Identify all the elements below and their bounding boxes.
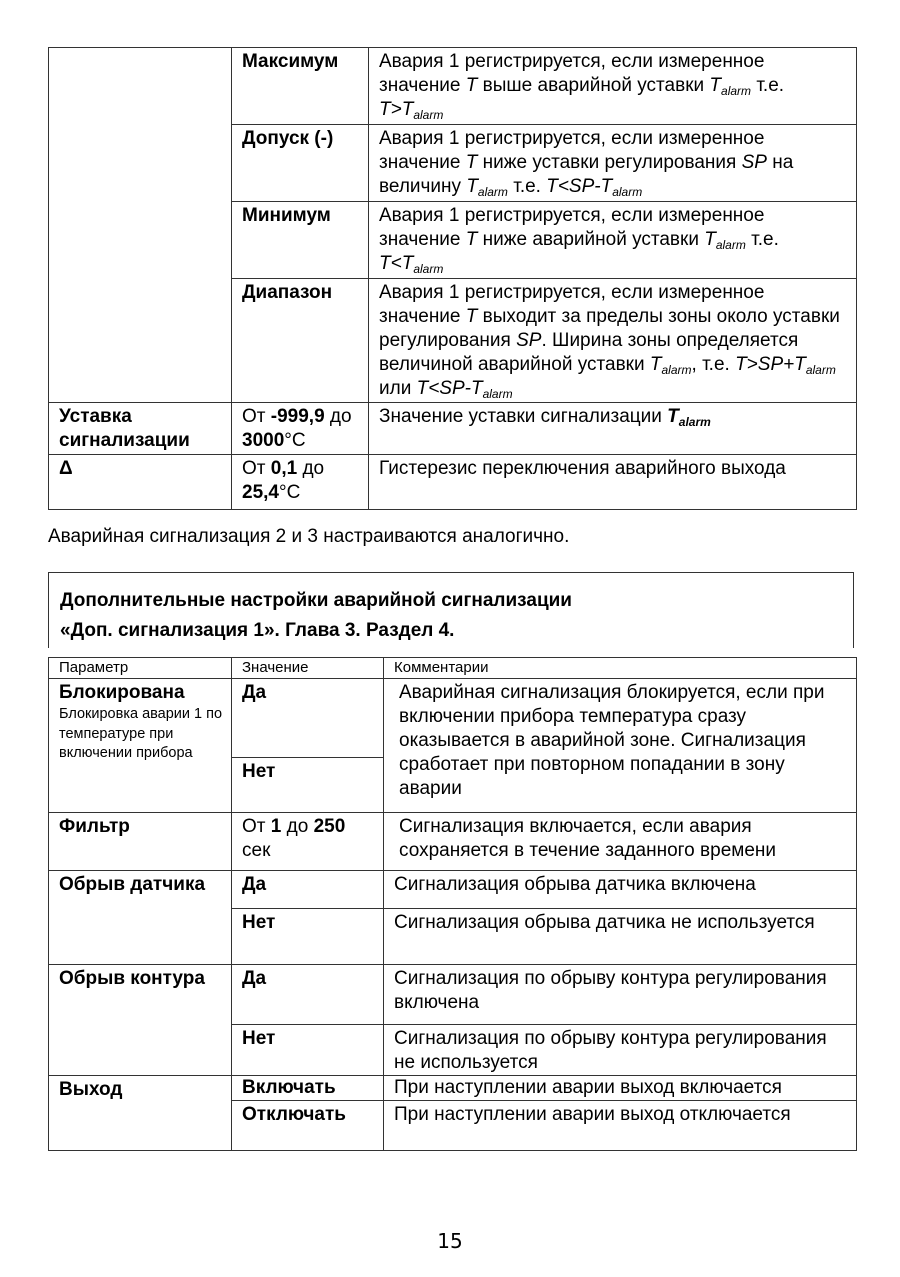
alarm-type-name: Допуск (-)	[232, 125, 369, 202]
text-run: alarm	[678, 415, 711, 429]
column-header: Параметр	[49, 658, 232, 679]
text-run: T	[466, 176, 478, 197]
alarm-type-description	[369, 125, 857, 202]
section-header	[48, 572, 854, 648]
param-cell	[49, 679, 232, 813]
table-row	[49, 403, 857, 455]
text-run: 3000	[242, 430, 285, 451]
value-range	[232, 813, 384, 871]
text-run: °C	[284, 430, 306, 451]
param-name: Обрыв контура	[49, 965, 232, 1076]
text-run: 250	[313, 816, 346, 837]
text-run: alarm	[721, 84, 752, 98]
section-title: Дополнительные настройки аварийной сигнализации	[60, 590, 572, 611]
param-range	[232, 455, 369, 510]
text-run: alarm	[413, 262, 444, 276]
comment-cell: Аварийная сигнализация блокируется, если при включении прибора температура сразу оказывается в аварийной зоне. Сигнализация сработает при повторном попадании в зону аварии	[384, 679, 857, 813]
table-row	[49, 1076, 857, 1101]
text-run: T<SP-T	[546, 176, 613, 197]
alarm-type-description	[369, 48, 857, 125]
table-row	[49, 871, 857, 909]
text-run: T>SP+T	[735, 354, 806, 375]
alarm-type-name: Максимум	[232, 48, 369, 125]
text-run: alarm	[482, 387, 513, 401]
table-row	[49, 679, 857, 758]
comment-cell: При наступлении аварии выход включается	[384, 1076, 857, 1101]
text-run: T	[465, 152, 478, 173]
text-run: От	[242, 458, 271, 479]
param-name: Выход	[49, 1076, 232, 1151]
text-run: , т.е.	[691, 354, 736, 375]
text-run: alarm	[477, 185, 508, 199]
text-run: T	[465, 229, 478, 250]
alarm-type-description	[369, 279, 857, 403]
text-run: T	[704, 229, 716, 250]
comment-cell: Сигнализация обрыва датчика включена	[384, 871, 857, 909]
value-option: Да	[232, 965, 384, 1025]
text-run: alarm	[661, 363, 692, 377]
text-run: до	[324, 406, 352, 427]
column-header: Комментарии	[384, 658, 857, 679]
alarm-type-name: Диапазон	[232, 279, 369, 403]
text-run: alarm	[612, 185, 643, 199]
alarm-type-description	[369, 202, 857, 279]
value-option: Нет	[232, 1025, 384, 1076]
text-run: T	[667, 406, 679, 427]
text-run: -999,9	[270, 406, 325, 427]
text-run: Авария 1 регистрируется, если измеренное значение	[379, 51, 765, 96]
param-name: Фильтр	[49, 813, 232, 871]
text-run: °C	[278, 482, 301, 503]
param-description: Гистерезис переключения аварийного выхода	[369, 455, 857, 510]
param-name: Δ	[49, 455, 232, 510]
value-option: Нет	[232, 758, 384, 813]
table-row	[49, 455, 857, 510]
text-run: T>T	[379, 99, 414, 120]
value-option: Нет	[232, 909, 384, 965]
table-header-row	[49, 658, 857, 679]
text-run: 0,1	[270, 458, 298, 479]
value-option: Включать	[232, 1076, 384, 1101]
text-run: SP	[741, 152, 767, 173]
text-run: ниже уставки регулирования	[477, 152, 742, 173]
text-run: или	[379, 378, 417, 399]
comment-cell: При наступлении аварии выход отключается	[384, 1101, 857, 1151]
text-run: Авария 1 регистрируется, если измеренное значение	[379, 128, 765, 173]
text-run: на величину	[379, 152, 794, 197]
param-note: Блокировка аварии 1 по температуре при включении прибора	[59, 706, 223, 761]
note-text: Аварийная сигнализация 2 и 3 настраиваются аналогично.	[48, 526, 570, 547]
text-run: . Ширина зоны определяется величиной аварийной уставки	[379, 330, 799, 375]
param-name: Обрыв датчика	[49, 871, 232, 965]
text-run: SP	[516, 330, 542, 351]
comment-cell: Сигнализация включается, если авария сохраняется в течение заданного времени	[384, 813, 857, 871]
page-number: 15	[437, 1229, 463, 1253]
text-run: T<SP-T	[416, 378, 483, 399]
param-name: Уставка сигнализации	[49, 403, 232, 455]
table-row	[49, 965, 857, 1025]
empty-cell	[49, 48, 232, 403]
text-run: T	[649, 354, 662, 375]
text-run: 1	[270, 816, 282, 837]
extra-alarm-table	[48, 657, 857, 1151]
text-run: Авария 1 регистрируется, если измеренное значение	[379, 205, 765, 250]
text-run: до	[281, 816, 314, 837]
text-run: alarm	[413, 108, 444, 122]
table-row	[49, 48, 857, 125]
table-row	[49, 813, 857, 871]
param-range	[232, 403, 369, 455]
text-run: т.е.	[507, 176, 547, 197]
text-run: до	[297, 458, 325, 479]
section-subtitle: «Доп. сигнализация 1». Глава 3. Раздел 4.	[60, 620, 455, 641]
text-run: т.е.	[745, 229, 779, 250]
value-option: Да	[232, 679, 384, 758]
text-run: alarm	[715, 238, 746, 252]
comment-cell: Сигнализация по обрыву контура регулирования не используется	[384, 1025, 857, 1076]
text-run: T	[465, 306, 478, 327]
value-option: Отключать	[232, 1101, 384, 1151]
text-run: 25,4	[242, 482, 279, 503]
text-run: т.е.	[751, 75, 785, 96]
text-run: сек	[242, 840, 271, 861]
text-run: Авария 1 регистрируется, если измеренное значение	[379, 282, 765, 327]
text-run: Значение уставки сигнализации	[379, 406, 668, 427]
text-run: T	[709, 75, 722, 96]
value-option: Да	[232, 871, 384, 909]
column-header: Значение	[232, 658, 384, 679]
text-run: alarm	[805, 363, 836, 377]
text-run: ниже аварийной уставки	[477, 229, 705, 250]
comment-cell: Сигнализация по обрыву контура регулирования включена	[384, 965, 857, 1025]
alarm-type-name: Минимум	[232, 202, 369, 279]
text-run: От	[242, 406, 271, 427]
text-run: T	[465, 75, 478, 96]
text-run: выше аварийной уставки	[477, 75, 710, 96]
alarm-type-table	[48, 47, 857, 510]
param-name: Блокирована	[59, 682, 185, 703]
comment-cell: Сигнализация обрыва датчика не используется	[384, 909, 857, 965]
text-run: выходит за пределы зоны около уставки регулирования	[379, 306, 840, 351]
text-run: T<T	[379, 253, 414, 274]
text-run: От	[242, 816, 271, 837]
param-description	[369, 403, 857, 455]
